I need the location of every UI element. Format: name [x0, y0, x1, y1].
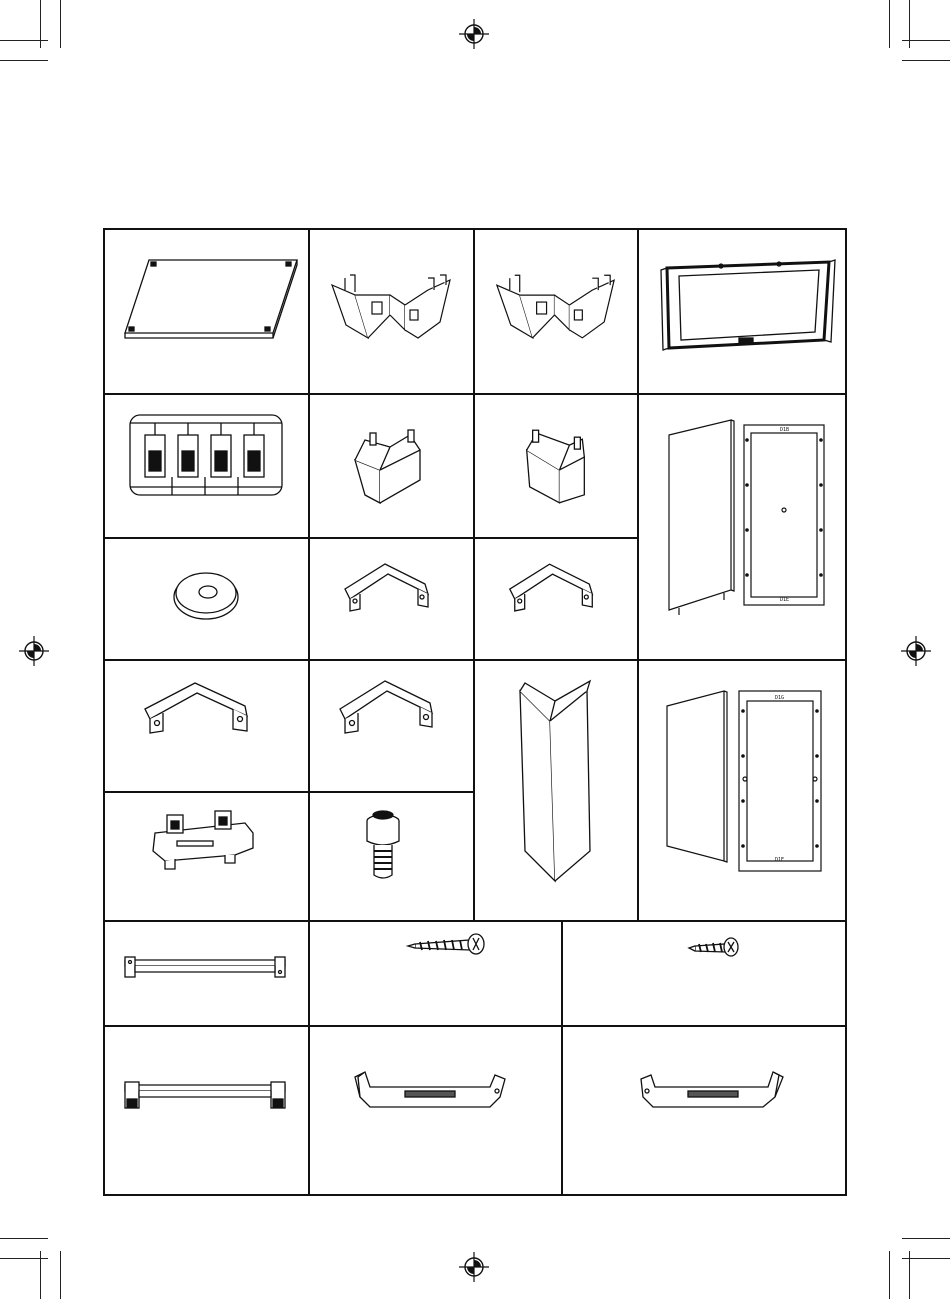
upper-panel-top-label: D1B [780, 427, 790, 433]
crop-mark [902, 1238, 950, 1239]
corner-connector-mirrored-drawing [475, 395, 637, 537]
upper-panel-bottom-label: D1E [780, 597, 790, 603]
crop-mark [0, 60, 48, 61]
crop-mark [889, 0, 890, 48]
crop-mark [889, 1251, 890, 1299]
handle-drawing [310, 1027, 561, 1194]
side-panel-pair-drawing [639, 395, 845, 659]
crop-mark [60, 0, 61, 48]
leveling-foot-drawing [310, 793, 473, 920]
crop-mark [0, 1258, 48, 1259]
angle-bracket-lower-drawing [105, 661, 308, 791]
short-screw-drawing [563, 922, 845, 1025]
registration-mark-left [19, 636, 49, 666]
crop-mark [902, 60, 950, 61]
registration-mark-top [459, 19, 489, 49]
parts-grid [103, 228, 847, 1196]
handle-mirrored-drawing [563, 1027, 845, 1194]
side-panel-pair-lower-drawing [639, 661, 845, 920]
rail-lower-drawing [105, 1027, 308, 1194]
angle-bracket-lower-mirrored-drawing [310, 661, 473, 791]
crop-mark [902, 40, 950, 41]
crop-mark [902, 1258, 950, 1259]
washer-drawing [105, 539, 308, 659]
top-panel-drawing [105, 230, 308, 393]
registration-mark-bottom [459, 1252, 489, 1282]
double-clip-drawing [105, 793, 308, 920]
long-screw-drawing [310, 922, 561, 1025]
crop-mark [0, 1238, 48, 1239]
corner-connector-drawing [310, 395, 473, 537]
crop-mark [0, 40, 48, 41]
upper-corner-bracket-drawing [310, 230, 473, 393]
registration-mark-right [901, 636, 931, 666]
crop-mark [60, 1251, 61, 1299]
tray-frame-drawing [639, 230, 845, 393]
lower-panel-bottom-label: D1E [775, 857, 785, 863]
lower-panel-top-label: D1G [775, 695, 785, 701]
rail-drawing [105, 922, 308, 1025]
angle-bracket-mirrored-drawing [475, 539, 637, 659]
upper-corner-bracket-mirrored-drawing [475, 230, 637, 393]
clip-sprue-drawing [105, 395, 308, 537]
corner-post-drawing [475, 661, 637, 920]
angle-bracket-drawing [310, 539, 473, 659]
